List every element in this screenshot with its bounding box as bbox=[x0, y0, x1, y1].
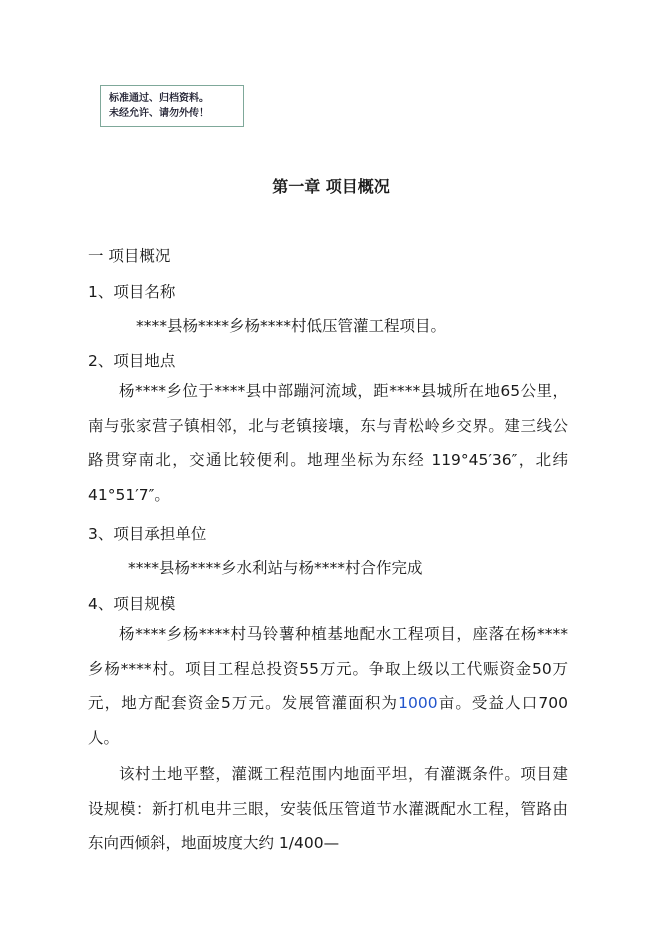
paragraph-2: 该村土地平整，灌溉工程范围内地面平坦，有灌溉条件。项目建设规模：新打机电井三眼，安装低压管道节水灌溉配水工程，管路由东向西倾斜，地面坡度大约 1/400— bbox=[88, 765, 568, 852]
item-4-body-after: 亩。受益人口700人。 bbox=[88, 694, 568, 747]
item-4-heading: 4、项目规模 bbox=[88, 595, 176, 613]
stamp-line-1: 标准通过、归档资料。 bbox=[109, 93, 209, 104]
item-1-body: ****县杨****乡杨****村低压管灌工程项目。 bbox=[136, 317, 447, 335]
item-3-body: ****县杨****乡水利站与杨****村合作完成 bbox=[128, 559, 423, 577]
item-1-heading: 1、项目名称 bbox=[88, 283, 176, 301]
irrigation-area-highlight: 1000 bbox=[398, 694, 438, 712]
item-4-body bbox=[88, 617, 568, 755]
item-3-heading: 3、项目承担单位 bbox=[88, 525, 207, 543]
item-2-body: 杨****乡位于****县中部蹦河流域，距****县城所在地65公里，南与张家营子镇相邻，北与老镇接壤，东与青松岭乡交界。建三线公路贯穿南北，交通比较便利。地理坐标为东经 119°45′36″，北纬 41°51′7″。 bbox=[88, 382, 568, 504]
item-4-body-before: 杨****乡杨****村马铃薯种植基地配水工程项目，座落在杨****乡杨****村。项目工程总投资55万元。争取上级以工代赈资金50万元，地方配套资金5万元。发展管灌面积为 bbox=[88, 625, 568, 712]
section-heading: 一 项目概况 bbox=[88, 247, 171, 265]
item-2-heading: 2、项目地点 bbox=[88, 352, 176, 370]
approval-stamp bbox=[100, 85, 244, 127]
chapter-title: 第一章 项目概况 bbox=[272, 177, 390, 196]
stamp-line-2: 未经允许、请勿外传！ bbox=[109, 108, 209, 119]
